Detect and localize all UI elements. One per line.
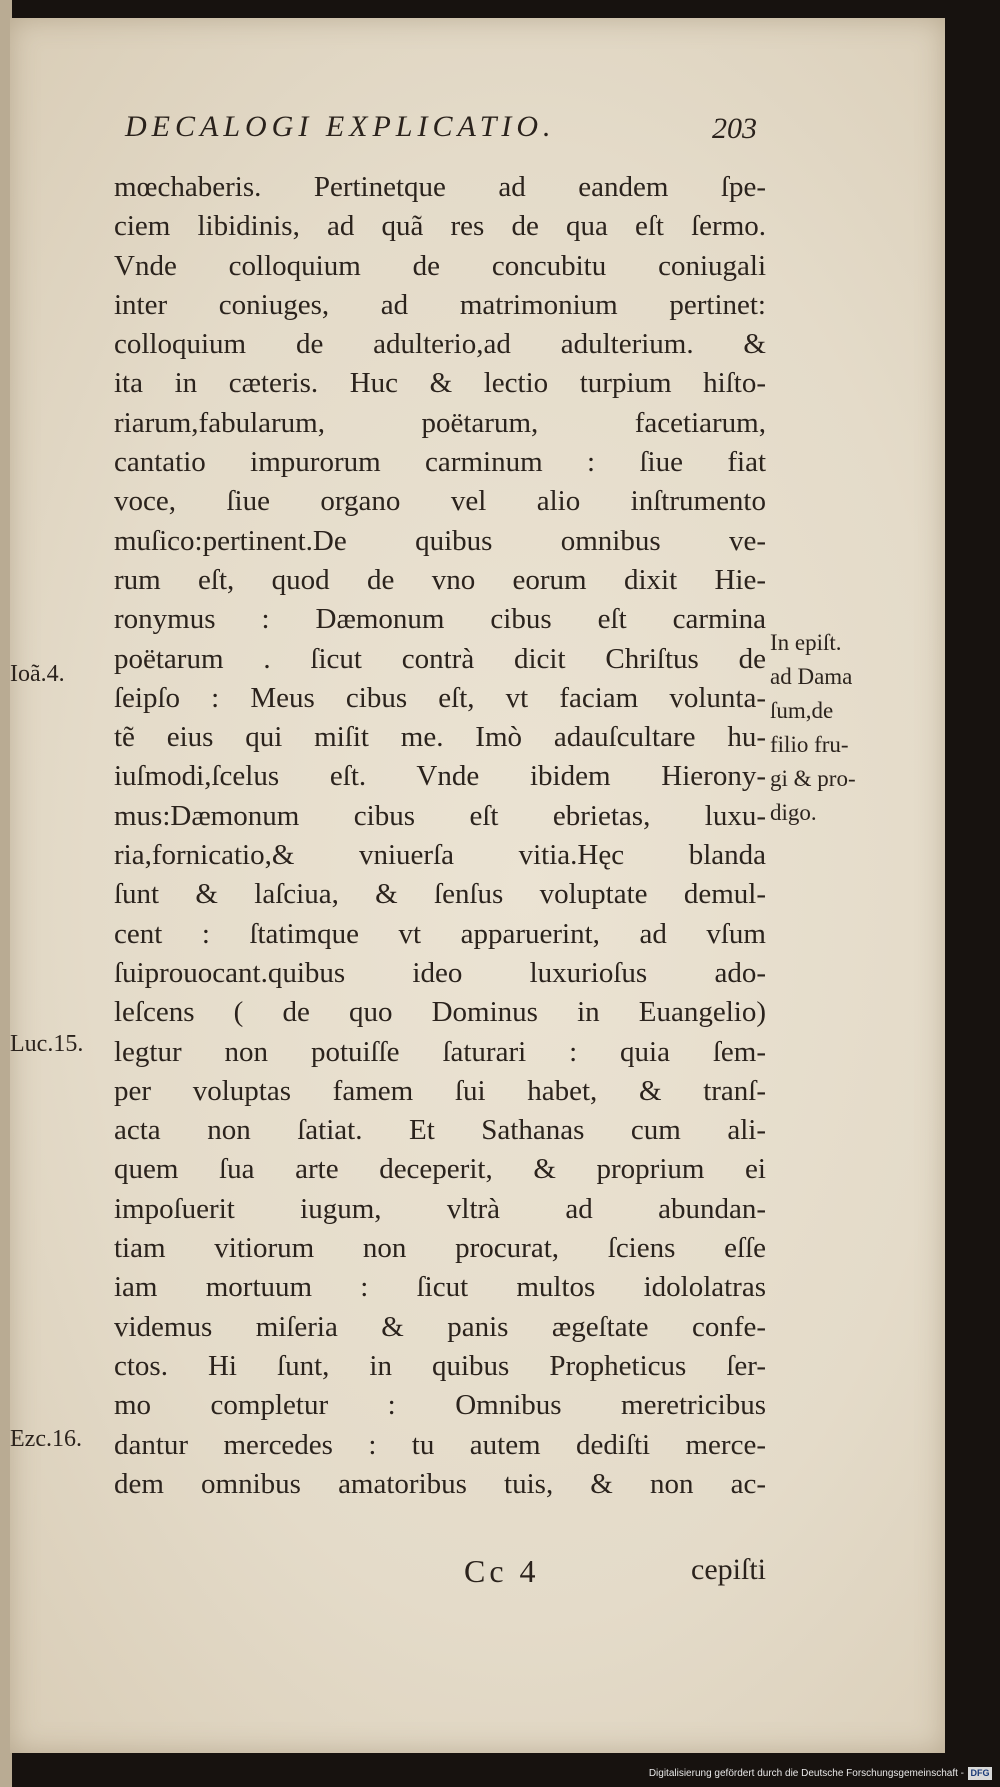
text-line: poëtarum . ſicut contrà dicit Chriſtus de	[114, 642, 766, 675]
text-line: ſeipſo : Meus cibus eſt, vt faciam volunta-	[114, 681, 766, 714]
marginal-ref-ioan: Ioã.4.	[10, 661, 65, 687]
text-line: ronymus : Dæmonum cibus eſt carmina	[114, 603, 766, 636]
text-line: leſcens ( de quo Dominus in Euangelio)	[114, 996, 766, 1029]
digitization-credit: Digitalisierung gefördert durch die Deutsche Forschungsgemeinschaft -	[648, 1768, 964, 1779]
text-line: muſico:pertinent.De quibus omnibus ve-	[114, 524, 766, 557]
text-line: ctos. Hi ſunt, in quibus Propheticus ſer-	[114, 1349, 766, 1382]
text-line: tẽ eius qui miſit me. Imò adauſcultare hu-	[114, 721, 766, 754]
body-text	[114, 168, 766, 1504]
page-sheet	[10, 18, 945, 1753]
marginal-ref-luc: Luc.15.	[10, 1031, 84, 1057]
text-line: inter coniuges, ad matrimonium pertinet:	[114, 288, 766, 321]
marginal-note-right	[770, 626, 900, 830]
running-head: DECALOGI EXPLICATIO.	[125, 110, 556, 143]
text-line: dantur mercedes : tu autem dediſti merce-	[114, 1428, 766, 1461]
text-line: ſunt & laſciua, & ſenſus voluptate demul-	[114, 878, 766, 911]
text-line: dem omnibus amatoribus tuis, & non ac-	[114, 1467, 766, 1500]
text-line: acta non ſatiat. Et Sathanas cum ali-	[114, 1114, 766, 1147]
catchword: cepiſti	[691, 1553, 766, 1586]
text-line: iam mortuum : ſicut multos idololatras	[114, 1271, 766, 1304]
signature-mark: Cc 4	[464, 1553, 540, 1589]
text-line: videmus miſeria & panis ægeſtate confe-	[114, 1310, 766, 1343]
text-line: cent : ſtatimque vt apparuerint, ad vſum	[114, 917, 766, 950]
marginal-note-line: gi & pro-	[770, 766, 856, 791]
marginal-note-line: digo.	[770, 800, 817, 825]
text-line: ria,fornicatio,& vniuerſa vitia.Hęc blanda	[114, 839, 766, 872]
text-line: colloquium de adulterio,ad adulterium. &	[114, 328, 766, 361]
text-line: voce, ſiue organo vel alio inſtrumento	[114, 485, 766, 518]
text-line: rum eſt, quod de vno eorum dixit Hie-	[114, 563, 766, 596]
text-line: mo completur : Omnibus meretricibus	[114, 1389, 766, 1422]
dfg-logo: DFG	[968, 1767, 992, 1780]
text-line: per voluptas famem ſui habet, & tranſ-	[114, 1074, 766, 1107]
marginal-note-line: filio fru-	[770, 732, 849, 757]
marginal-note-line: ad Dama	[770, 664, 853, 689]
page-number: 203	[712, 112, 757, 145]
text-line: ita in cæteris. Huc & lectio turpium hiſto-	[114, 367, 766, 400]
text-line: impoſuerit iugum, vltrà ad abundan-	[114, 1192, 766, 1225]
text-line: mœchaberis. Pertinetque ad eandem ſpe-	[114, 171, 766, 203]
text-line: iuſmodi,ſcelus eſt. Vnde ibidem Hierony-	[114, 760, 766, 793]
text-line: riarum,fabularum, poëtarum, facetiarum,	[114, 406, 766, 439]
text-line: ſuiprouocant.quibus ideo luxurioſus ado-	[114, 956, 766, 989]
marginal-note-line: ſum,de	[770, 698, 834, 723]
marginal-note-line: In epiſt.	[770, 630, 842, 655]
text-line: cantatio impurorum carminum : ſiue fiat	[114, 446, 766, 479]
text-line: mus:Dæmonum cibus eſt ebrietas, luxu-	[114, 799, 766, 832]
text-line: quem ſua arte deceperit, & proprium ei	[114, 1153, 766, 1186]
catchword-line	[114, 1553, 766, 1593]
marginal-ref-ezec: Ezc.16.	[10, 1426, 82, 1452]
text-line: legtur non potuiſſe ſaturari : quia ſem-	[114, 1035, 766, 1068]
text-line: ciem libidinis, ad quã res de qua eſt ſermo.	[114, 210, 766, 243]
text-line: tiam vitiorum non procurat, ſciens eſſe	[114, 1232, 766, 1265]
text-line: Vnde colloquium de concubitu coniugali	[114, 249, 766, 282]
